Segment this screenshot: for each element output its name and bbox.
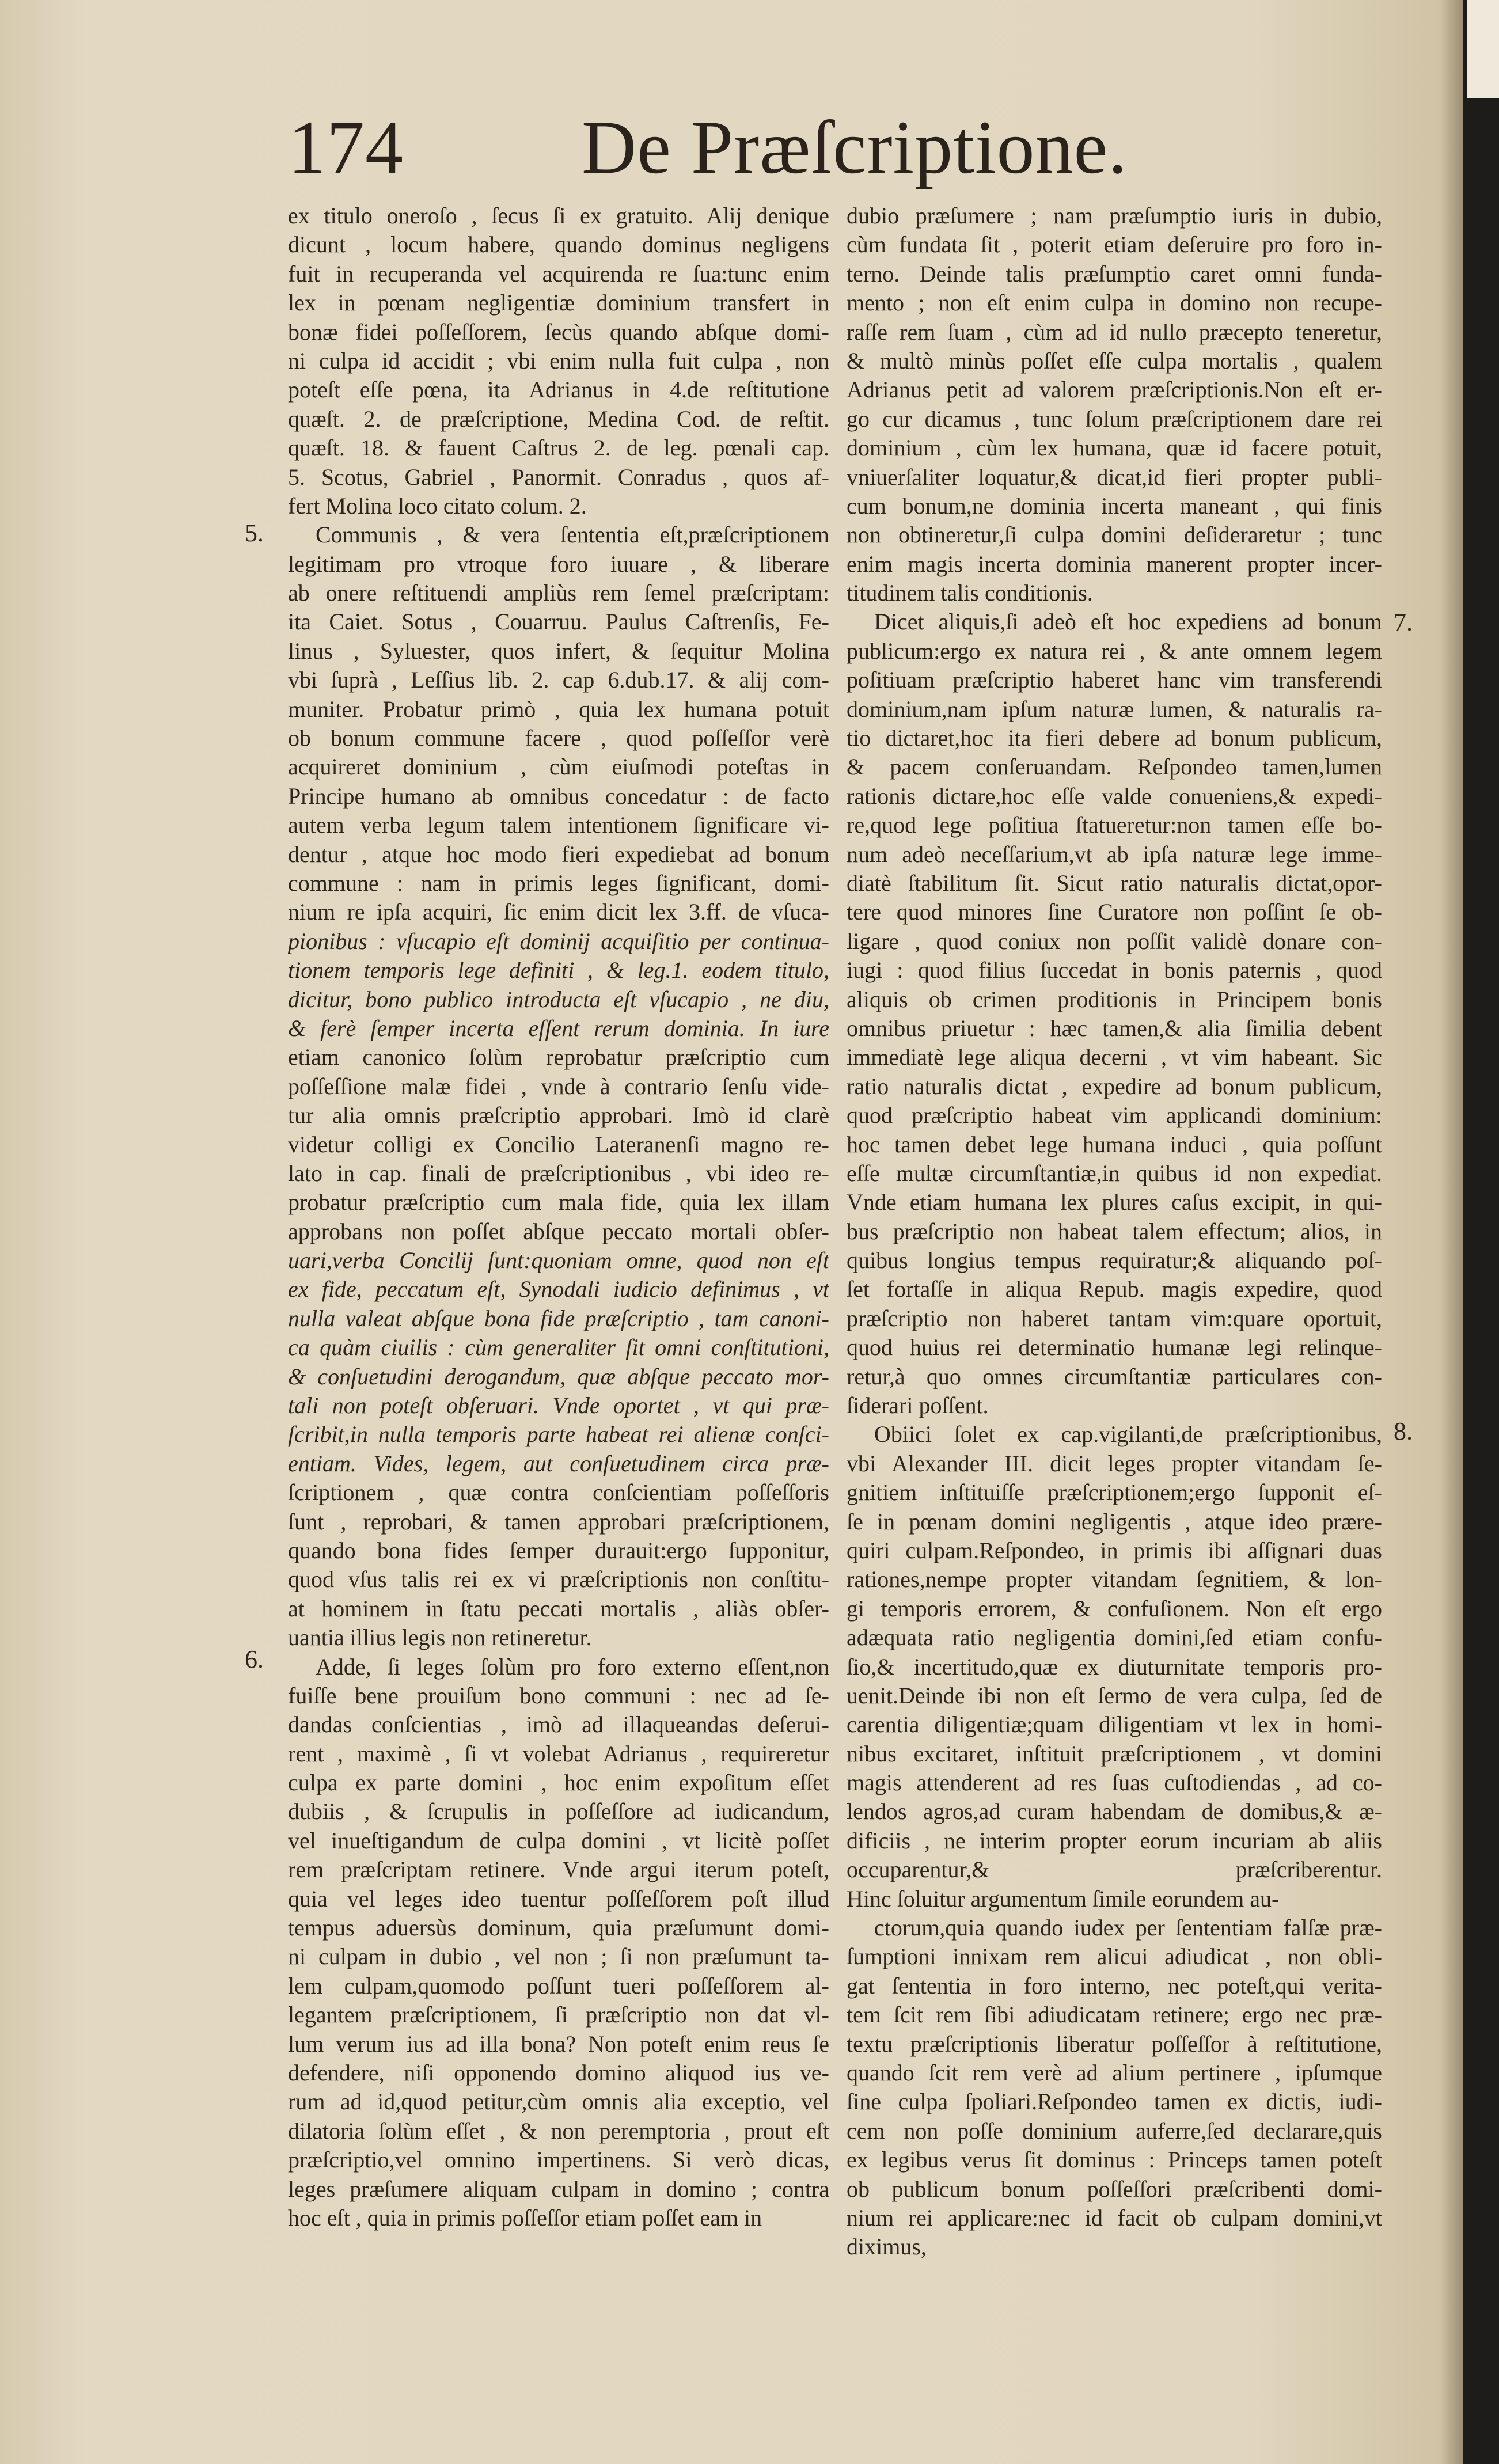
text-line: nibus excitaret, inſtituit præſcriptionem , vt domini [847,1740,1382,1767]
page-gutter-shadow [1440,0,1463,2464]
text-line: cùm fundata ſit , poterit etiam deſeruire pro foro in- [847,231,1382,258]
text-line: fert Molina loco citato colum. 2. [288,492,587,519]
text-line: ca quàm ciuilis : cùm generaliter ſit omni conſtitutioni, [288,1334,829,1361]
text-line: publicum:ergo ex natura rei , & ante omnem legem [847,637,1382,664]
text-line: ſumptioni innixam rem alicui adiudicat , non obli- [847,1943,1382,1970]
text-line: uari,verba Concilij ſunt:quoniam omne, quod non eſt [288,1247,829,1274]
text-line: ex titulo oneroſo , ſecus ſi ex gratuito. Alij denique [288,203,829,229]
text-line: raſſe rem ſuam , cùm ad id nullo præcepto teneretur, [847,318,1382,345]
text-line: 5. Scotus, Gabriel , Panormit. Conradus , quos af- [288,464,829,490]
text-line: nulla valeat abſque bona fide præſcriptio , tam canoni- [288,1305,829,1331]
text-line: dubio præſumere ; nam præſumptio iuris in dubio, [847,203,1382,229]
text-line: quæſt. 2. de præſcriptione, Medina Cod. de reſtit. [288,405,829,432]
text-line: fuit in recuperanda vel acquirenda re ſua:tunc enim [288,260,829,287]
text-line: tionem temporis lege definiti , & leg.1. eodem titulo, [288,957,829,984]
text-line: tempus aduersùs dominum, quia præſumunt domi- [288,1915,829,1941]
text-line: ni culpa id accidit ; vbi enim nulla fuit culpa , non [288,347,829,374]
text-line: Obiici ſolet ex cap.vigilanti,de præſcriptionibus, [874,1421,1382,1448]
text-line: autem verba legum talem intentionem ſignificare vi- [288,812,829,838]
text-line: diximus, [847,2234,927,2260]
text-line: ni culpam in dubio , vel non ; ſi non præſumunt ta- [288,1943,829,1970]
text-line: linus , Syluester, quos infert, & ſequitur Molina [288,637,829,664]
text-line: quando ſcit rem verè ad alium pertinere , ipſumque [847,2060,1382,2086]
text-line: ob bonum commune facere , quod poſſeſſor verè [288,725,829,751]
text-line: defendere, niſi opponendo domino aliquod ius ve- [288,2060,829,2086]
text-line: vniuerſaliter loquatur,& dicat,id fieri propter publi- [847,464,1382,490]
text-line: quando bona fides ſemper durauit:ergo ſupponitur, [288,1537,829,1563]
margin-number: 6. [245,1645,264,1673]
left-text-column [288,202,829,2233]
text-line: entiam. Vides, legem, aut conſuetudinem circa præ- [288,1450,829,1476]
text-line: Adde, ſi leges ſolùm pro foro externo eſſent,non [316,1653,829,1680]
text-line: rem præſcriptam retinere. Vnde argui iterum poteſt, [288,1856,829,1883]
text-line: hoc tamen debet lege humana induci , quia poſſunt [847,1131,1382,1157]
text-line: lum verum ius ad illa bona? Non poteſt enim reus ſe [288,2030,829,2057]
text-line: poſſeſſione malæ fidei , vnde à contrario ſenſu vide- [288,1073,829,1099]
text-line: ctorum,quia quando iudex per ſententiam falſæ præ- [874,1915,1382,1941]
text-line: ligare , quod coniux non poſſit validè donare con- [847,928,1382,954]
text-line: tur alia omnis præſcriptio approbari. Imò id clarè [288,1102,829,1129]
text-line: rent , maximè , ſi vt volebat Adrianus , requireretur [288,1740,829,1767]
text-line: acquireret dominium , cùm eiuſmodi poteſtas in [288,754,829,780]
text-line: ita Caiet. Sotus , Couarruu. Paulus Caſtrenſis, Fe- [288,609,829,635]
text-line: num adeò neceſſarium,vt ab ipſa naturæ lege imme- [847,841,1382,867]
text-line: ſunt , reprobari, & tamen approbari præſcriptionem, [288,1508,829,1535]
text-line: diatè ſtabilitum ſit. Sicut ratio naturalis dictat,opor- [847,870,1382,896]
text-line: aliquis ob crimen proditionis in Principem bonis [847,986,1382,1012]
text-line: gat ſententia in foro interno, nec poteſt,qui verita- [847,1972,1382,1999]
page-tab [1467,0,1499,98]
text-line: quibus longius tempus requiratur;& aliquando poſ- [847,1247,1382,1274]
text-line: enim magis incerta dominia manerent propter incer- [847,550,1382,577]
text-line: & conſuetudini derogandum, quæ abſque peccato mor- [288,1363,829,1389]
text-line: terno. Deinde talis præſumptio caret omni funda- [847,260,1382,287]
text-line: ſio,& incertitudo,quæ ex diuturnitate temporis pro- [847,1653,1382,1680]
text-line: ratio naturalis dictat , expedire ad bonum publicum, [847,1073,1382,1099]
text-line: immediatè lege aliqua decerni , vt vim habeant. Sic [847,1044,1382,1070]
running-title: De Præſcriptione. [582,105,1128,189]
text-line: occuparentur,& præſcriberentur. [847,1856,1382,1883]
text-line: legantem præſcriptionem, ſi præſcriptio non dat vl- [288,2002,829,2028]
text-line: Dicet aliquis,ſi adeò eſt hoc expediens ad bonum [874,609,1382,635]
right-text-column [847,202,1382,2262]
text-line: lex in pœnam negligentiæ dominium transfert in [288,290,829,316]
text-line: legitimam pro vtroque foro iuuare , & liberare [288,550,829,577]
text-line: bus præſcriptio non habeat talem effectum; alios, in [847,1218,1382,1244]
text-line: Adrianus petit ad valorem præſcriptionis.Non eſt er- [847,377,1382,403]
text-line: ſcribit,in nulla temporis parte habeat rei alienæ conſci- [288,1421,829,1448]
text-line: quod huius rei determinatio humanæ legi relinque- [847,1334,1382,1361]
text-line: pionibus : vſucapio eſt dominij acquiſitio per continua- [288,928,829,954]
text-line: etiam canonico ſolùm reprobatur præſcriptio cum [288,1044,829,1070]
text-line: Vnde etiam humana lex plures caſus excipit, in qui- [847,1189,1382,1216]
text-line: omnibus priuetur : hæc tamen,& alia ſimilia debent [847,1015,1382,1041]
text-line: lato in cap. finali de præſcriptionibus , vbi ideo re- [288,1160,829,1186]
text-line: ob publicum bonum poſſeſſori præſcribenti domi- [847,2176,1382,2202]
text-line: vbi ſuprà , Leſſius lib. 2. cap 6.dub.17. & alij com- [288,667,829,693]
text-line: eſſe multæ circumſtantiæ,in quibus id non expediat. [847,1160,1382,1186]
text-line: videtur colligi ex Concilio Lateranenſi magno re- [288,1131,829,1157]
text-line: Hinc ſoluitur argumentum ſimile eorundem au- [847,1885,1280,1912]
text-line: retur,à quo omnes circumſtantiæ particulares con- [847,1363,1382,1389]
text-line: rum ad id,quod petitur,cùm omnis alia exceptio, vel [288,2089,829,2115]
margin-number: 5. [245,519,264,547]
text-line: non obtineretur,ſi culpa domini deſideraretur ; tunc [847,522,1382,548]
text-line: leges præſumere aliquam culpam in domino ; contra [288,2176,829,2202]
text-line: dominium,nam ipſum naturæ lumen, & naturalis ra- [847,696,1382,722]
text-line: uantia illius legis non retineretur. [288,1624,592,1651]
text-line: gnitiem inſtituiſſe præſcriptionem;ergo ſupponit eſ- [847,1479,1382,1506]
text-line: præſcriptio,vel omnino impertinens. Si verò dicas, [288,2147,829,2173]
text-line: poſitiuam præſcriptio haberet hanc vim transferendi [847,667,1382,693]
text-line: rationis dictare,hoc eſſe valde conueniens,& expedi- [847,783,1382,809]
text-line: & multò minùs poſſet eſſe culpa mortalis , qualem [847,347,1382,374]
text-line: dicitur, bono publico introducta eſt vſucapio , ne diu, [288,986,829,1012]
text-line: quæſt. 18. & fauent Caſtrus 2. de leg. pœnali cap. [288,435,829,461]
text-line: tem ſcit rem ſibi adiudicatam retinere; ergo nec præ- [847,2002,1382,2028]
text-line: lem culpam,quomodo poſſunt tueri poſſeſſorem al- [288,1972,829,1999]
text-line: hoc eſt , quia in primis poſſeſſor etiam poſſet eam in [288,2204,762,2231]
text-line: dicunt , locum habere, quando dominus negligens [288,231,829,258]
text-line: tio dictaret,hoc ita fieri debere ad bonum publicum, [847,725,1382,751]
text-line: dilatoria ſolùm eſſet , & non peremptoria , prout eſt [288,2117,829,2144]
text-line: poteſt eſſe pœna, ita Adrianus in 4.de reſtitutione [288,377,829,403]
text-line: bonæ fidei poſſeſſorem, ſecùs quando abſque domi- [288,318,829,345]
text-line: ſine culpa ſpoliari.Reſpondeo tamen ex dictis, iudi- [847,2089,1382,2115]
text-line: re,quod lege poſitiua ſtatueretur:non tamen eſſe bo- [847,812,1382,838]
text-line: gi temporis errorem, & confuſionem. Non eſt ergo [847,1595,1382,1622]
text-line: nium re ipſa acquiri, ſic enim dicit lex 3.ff. de vſuca- [288,899,829,925]
text-line: textu præſcriptionis liberatur poſſeſſor à reſtitutione, [847,2030,1382,2057]
text-line: muniter. Probatur primò , quia lex humana potuit [288,696,829,722]
text-line: quia vel leges ideo tuentur poſſeſſorem poſt illud [288,1885,829,1912]
text-line: cum bonum,ne dominia incerta maneant , qui finis [847,492,1382,519]
text-line: dubiis , & ſcrupulis in poſſeſſore ad iudicandum, [288,1798,829,1825]
text-line: & ferè ſemper incerta eſſent rerum dominia. In iure [288,1015,829,1041]
text-line: go cur dicamus , tunc ſolum præſcriptionem dare rei [847,405,1382,432]
text-line: approbans non poſſet abſque peccato mortali obſer- [288,1218,829,1244]
text-line: ſiderari poſſent. [847,1392,989,1419]
text-line: ex fide, peccatum eſt, Synodali iudicio definimus , vt [288,1276,829,1303]
text-line: rationes,nempe propter vitandam ſegnitiem, & lon- [847,1566,1382,1593]
text-line: ex legibus verus ſit dominus : Princeps tamen poteſt [847,2147,1382,2173]
text-line: quiri culpam.Reſpondeo, in primis ibi aſſignari duas [847,1537,1382,1563]
text-line: ſcriptionem , quæ contra conſcientiam poſſeſſoris [288,1479,829,1506]
text-line: fuiſſe bene prouiſum bono communi : nec ad ſe- [288,1682,829,1709]
text-line: titudinem talis conditionis. [847,580,1093,606]
text-line: at hominem in ſtatu peccati mortalis , aliàs obſer- [288,1595,829,1622]
text-line: vel inueſtigandum de culpa domini , vt licitè poſſet [288,1827,829,1854]
text-line: quod vſus talis rei ex vi præſcriptionis non conſtitu- [288,1566,829,1593]
margin-number: 7. [1394,608,1413,636]
text-line: ſe in pœnam domini negligentis , atque ideo prære- [847,1508,1382,1535]
text-line: nium rei applicare:nec id facit ob culpam domini,vt [847,2204,1382,2231]
text-line: Principe humano ab omnibus concedatur : de facto [288,783,829,809]
text-line: quod præſcriptio habeat vim applicandi dominium: [847,1102,1382,1129]
text-line: ab onere reſtituendi ampliùs rem ſemel præſcriptam: [288,580,829,606]
text-line: dandas conſcientias , imò ad illaqueandas deſerui- [288,1711,829,1738]
text-line: lendos agros,ad curam habendam de domibus,& æ- [847,1798,1382,1825]
text-line: cem non poſſe dominium auferre,ſed declarare,quis [847,2117,1382,2144]
text-line: ſet fortaſſe in aliqua Repub. magis expedire, quod [847,1276,1382,1303]
text-line: adæquata ratio negligentia domini,ſed etiam confu- [847,1624,1382,1651]
text-line: commune : nam in primis leges ſignificant, domi- [288,870,829,896]
text-line: dominium , cùm lex humana, quæ id facere potuit, [847,435,1382,461]
text-line: præſcriptio non haberet tantam vim:quare oportuit, [847,1305,1382,1331]
text-line: carentia diligentiæ;quam diligentiam vt lex in homi- [847,1711,1382,1738]
text-line: & pacem conſeruandam. Reſpondeo tamen,lumen [847,754,1382,780]
text-line: iugi : quod filius ſuccedat in bonis paternis , quod [847,957,1382,984]
text-line: vbi Alexander III. dicit leges propter vitandam ſe- [847,1450,1382,1476]
text-line: probatur præſcriptio cum mala fide, quia lex illam [288,1189,829,1216]
text-line: mento ; non eſt enim culpa in domino non recupe- [847,290,1382,316]
text-line: tere quod minores ſine Curatore non poſſint ſe ob- [847,899,1382,925]
text-line: tali non poteſt obſeruari. Vnde oportet , vt qui præ- [288,1392,829,1419]
text-line: Communis , & vera ſententia eſt,præſcriptionem [316,522,829,548]
text-line: culpa ex parte domini , hoc enim expoſitum eſſet [288,1770,829,1796]
text-line: uenit.Deinde ibi non eſt ſermo de vera culpa, ſed de [847,1682,1382,1709]
text-line: dificiis , ne interim propter eorum incuriam ab aliis [847,1827,1382,1854]
text-line: dentur , atque hoc modo fieri expediebat ad bonum [288,841,829,867]
page-number: 174 [288,105,404,189]
text-line: magis attenderent ad res ſuas cuſtodiendas , ad co- [847,1770,1382,1796]
margin-number: 8. [1394,1417,1413,1445]
